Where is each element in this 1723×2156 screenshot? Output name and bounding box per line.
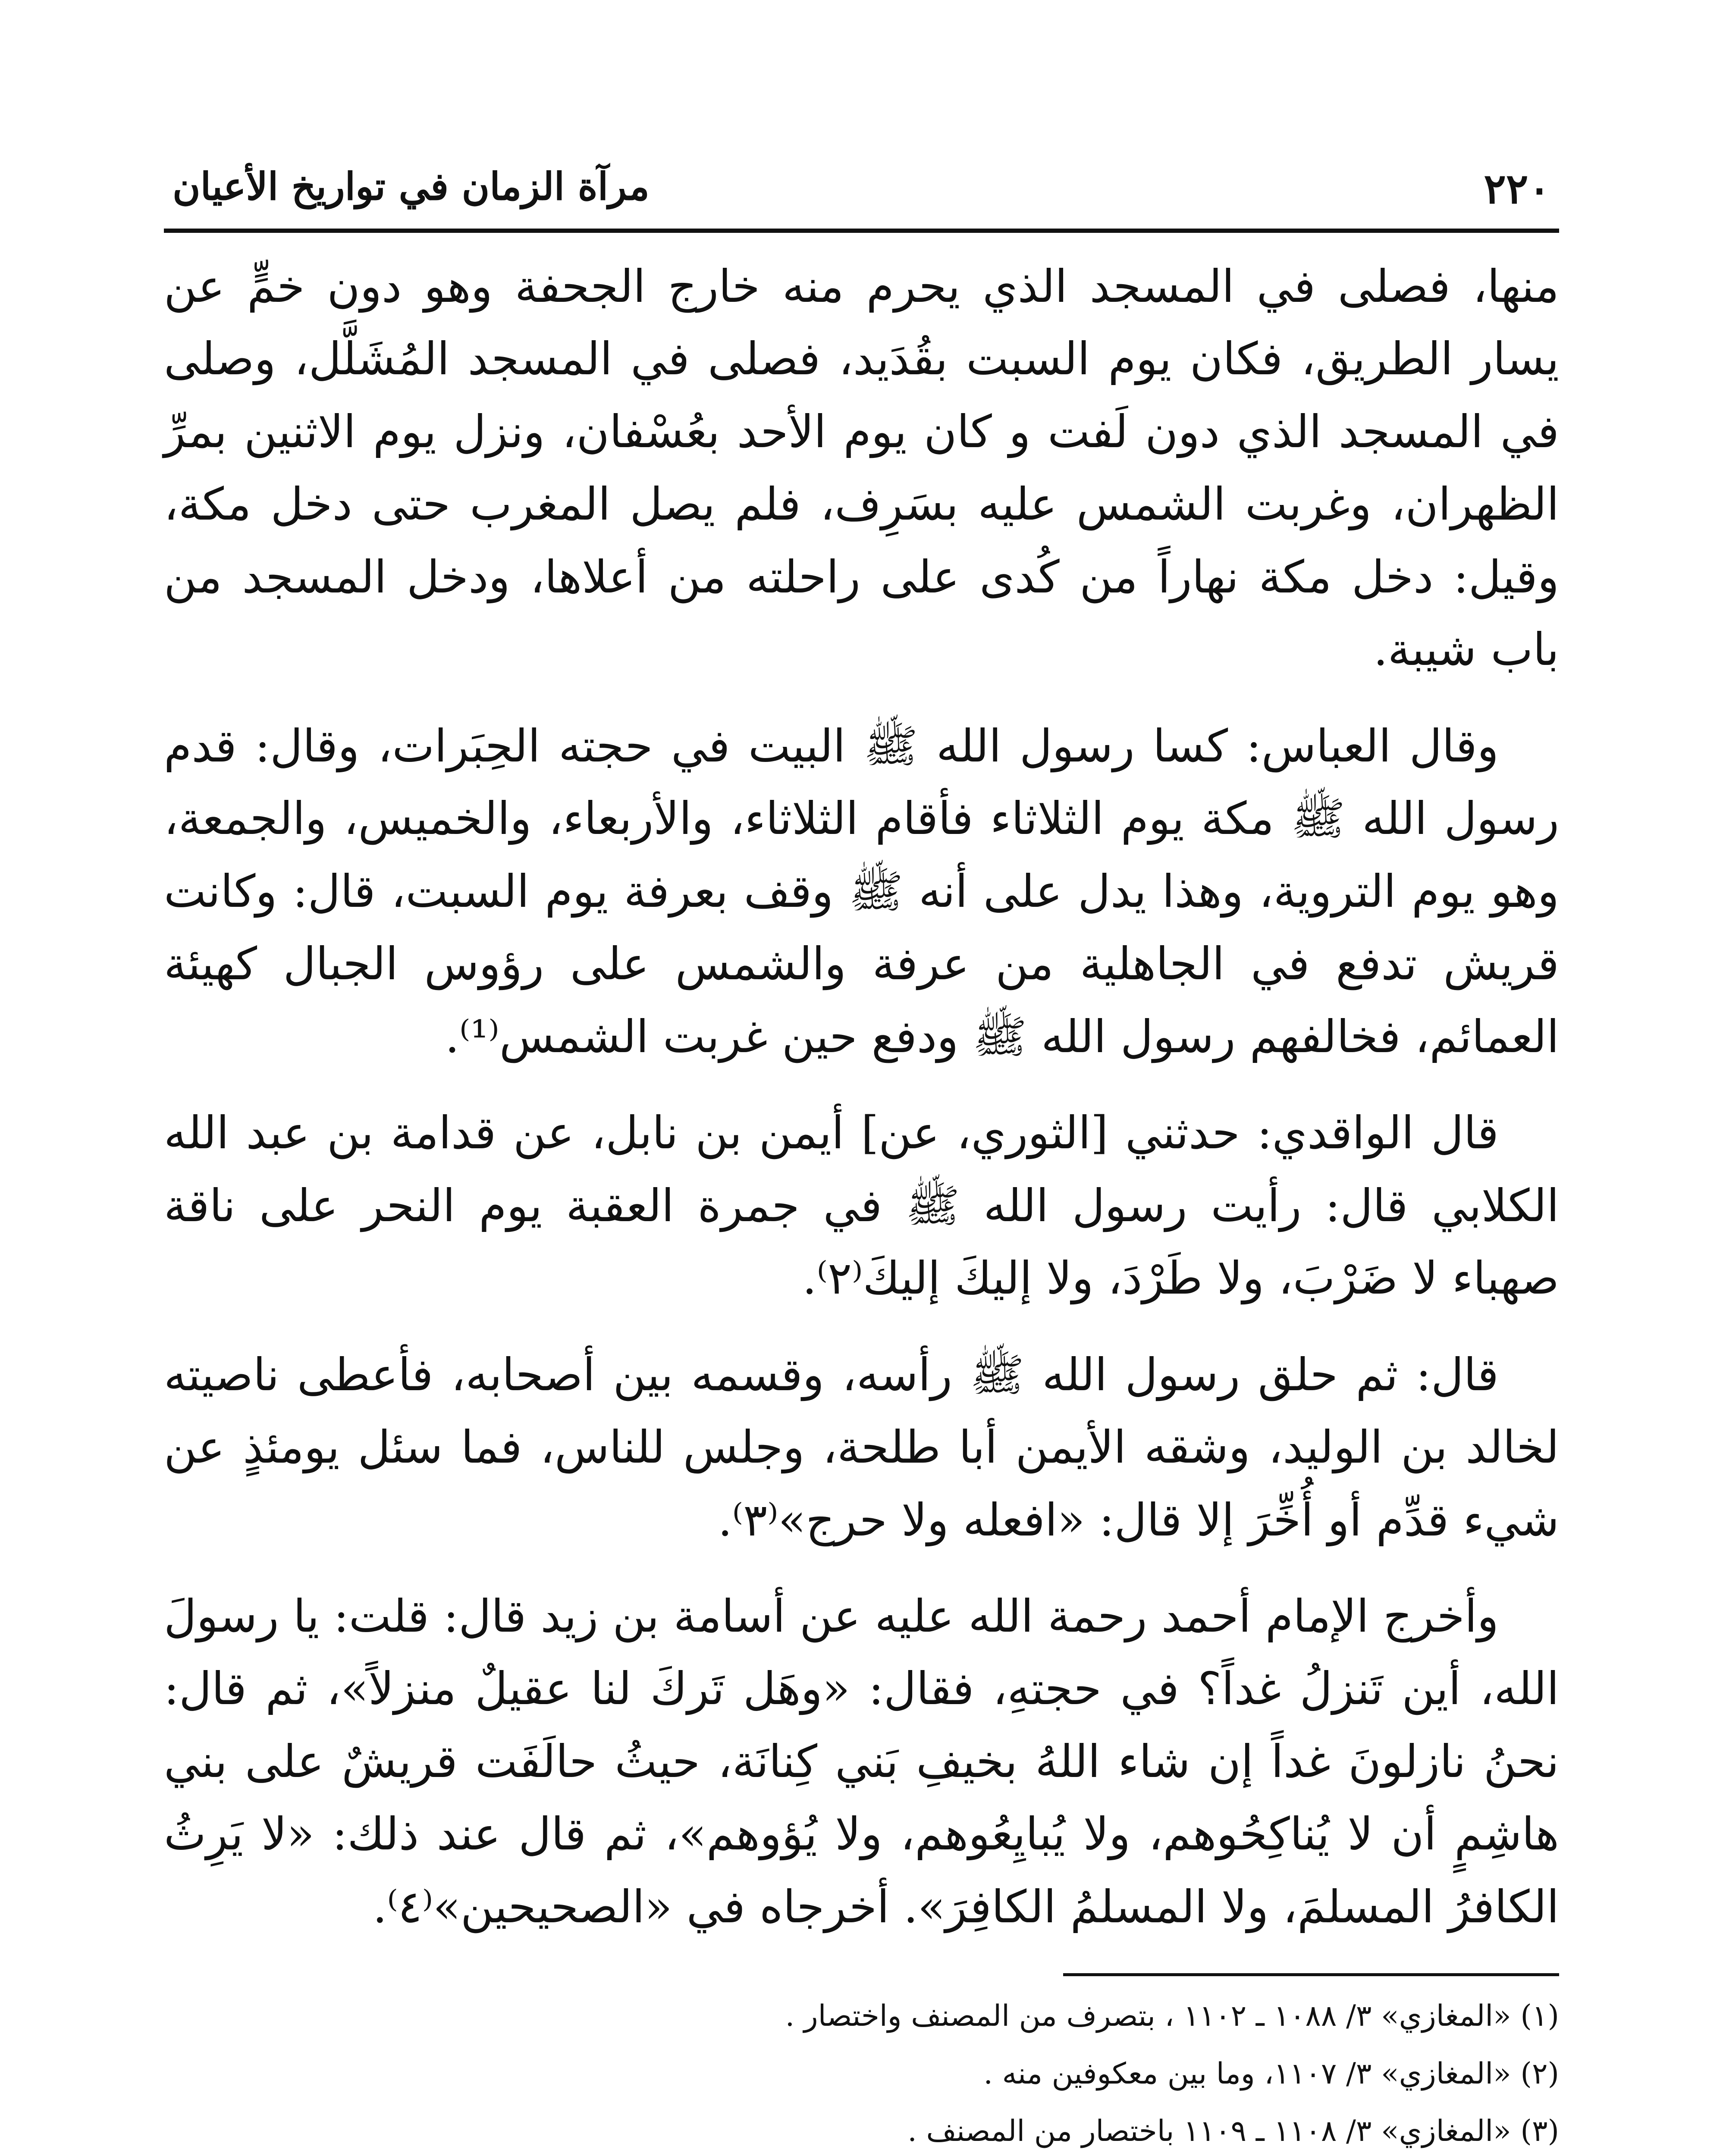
running-title: مرآة الزمان في تواريخ الأعيان (173, 164, 650, 209)
paragraph: منها، فصلى في المسجد الذي يحرم منه خارج الجحفة وهو دون خمٍّ عن يسار الطريق، فكان يوم السبت بقُدَيد، فصلى في المسجد المُشَلَّل، وصلى في المسجد الذي دون لَفت و كان يوم الأحد بعُسْفان، ونزل يوم الاثنين بمرِّ الظهران، وغربت الشمس عليه بسَرِف، فلم يصل المغرب حتى دخل مكة، وقيل: دخل مكة نهاراً من كُدى على راحلته من أعلاها، ودخل المسجد من باب شيبة. (164, 260, 1560, 676)
paragraph: وقال العباس: كسا رسول الله ﷺ البيت في حجته الحِبَرات، وقال: قدم رسول الله ﷺ مكة يوم الثلاثاء فأقام الثلاثاء، والأربعاء، والخميس، والجمعة، وهو يوم التروية، وهذا يدل على أنه ﷺ وقف بعرفة يوم السبت، قال: وكانت قريش تدفع في الجاهلية من عرفة والشمس على رؤوس الجبال كهيئة العمائم، فخالفهم رسول الله ﷺ ودفع حين غربت الشمس⁽¹⁾. (164, 719, 1559, 1063)
footnote: (١) «المغازي» ٣/ ١٠٨٨ ـ ١١٠٢ ، بتصرف من المصنف واختصار . (785, 1999, 1559, 2034)
page-header (164, 129, 1559, 233)
footnote-separator (1063, 1973, 1559, 1976)
footnotes (164, 1993, 1559, 2156)
main-text (164, 250, 1559, 1943)
page-number: ٢٢٠ (1484, 164, 1550, 213)
footnote: (٣) «المغازي» ٣/ ١١٠٨ ـ ١١٠٩ باختصار من المصنف . (907, 2114, 1559, 2149)
paragraph: قال الواقدي: حدثني [الثوري، عن] أيمن بن نابل، عن قدامة بن عبد الله الكلابي قال: رأيت رسول الله ﷺ في جمرة العقبة يوم النحر على ناقة صهباء لا ضَرْبَ، ولا طَرْدَ، ولا إليكَ إليكَ⁽٢⁾. (164, 1106, 1559, 1305)
footnote: (٢) «المغازي» ٣/ ١١٠٧، وما بين معكوفين منه . (983, 2056, 1559, 2091)
paragraph: وأخرج الإمام أحمد رحمة الله عليه عن أسامة بن زيد قال: قلت: يا رسولَ الله، أين تَنزلُ غداً؟ في حجتهِ، فقال: «وهَل تَركَ لنا عقيلٌ منزلاً»، ثم قال: نحنُ نازلونَ غداً إن شاء اللهُ بخيفِ بَني كِنانَة، حيثُ حالَفَت قريشٌ على بني هاشِمٍ أن لا يُناكِحُوهم، ولا يُبايِعُوهم، ولا يُؤوهم»، ثم قال عند ذلك: «لا يَرِثُ الكافرُ المسلمَ، ولا المسلمُ الكافِرَ». أخرجاه في «الصحيحين»⁽٤⁾. (164, 1589, 1559, 1933)
paragraph: قال: ثم حلق رسول الله ﷺ رأسه، وقسمه بين أصحابه، فأعطى ناصيته لخالد بن الوليد، وشقه الأيمن أبا طلحة، وجلس للناس، فما سئل يومئذٍ عن شيء قدِّم أو أُخِّرَ إلا قال: «افعله ولا حرج»⁽٣⁾. (164, 1348, 1559, 1546)
